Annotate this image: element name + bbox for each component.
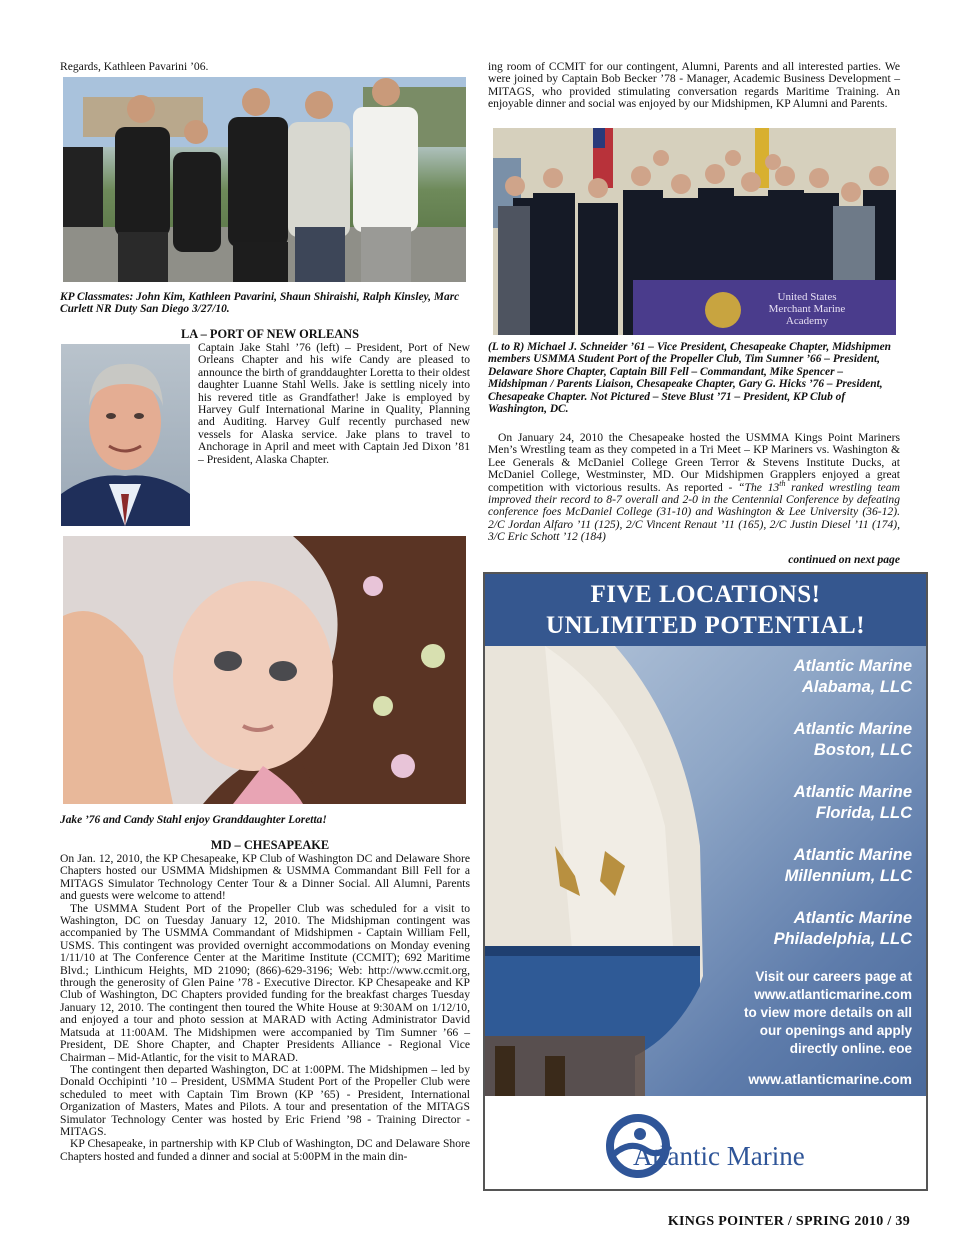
wrestling-quote-start: “The 13 bbox=[738, 480, 780, 494]
careers-line-2[interactable]: www.atlanticmarine.com bbox=[754, 987, 912, 1002]
ad-logo-area bbox=[485, 1096, 926, 1189]
ad-ship-panel bbox=[485, 646, 926, 1096]
academy-banner-text: United States Merchant Marine Academy bbox=[768, 291, 846, 327]
la-heading: LA – PORT OF NEW ORLEANS bbox=[181, 327, 359, 341]
location-alabama bbox=[712, 656, 912, 698]
ad-headline-2: UNLIMITED POTENTIAL! bbox=[545, 612, 866, 639]
classmates-photo bbox=[63, 77, 466, 282]
ad-website-link[interactable]: www.atlanticmarine.com bbox=[748, 1071, 912, 1087]
careers-line-5: directly online. eoe bbox=[789, 1041, 912, 1056]
location-philadelphia-line2: Philadelphia, LLC bbox=[773, 930, 912, 948]
md-paragraph-4: KP Chesapeake, in partnership with KP Club of Washington, DC and Delaware Shore Chapters hosted and funded a dinner and social at 5:00PM in the main din- bbox=[60, 1137, 470, 1163]
location-alabama-line2: Alabama, LLC bbox=[801, 678, 912, 696]
location-millennium-line1: Atlantic Marine bbox=[793, 846, 912, 864]
careers-line-4: our openings and apply bbox=[759, 1023, 912, 1038]
location-florida bbox=[712, 782, 912, 824]
ad-header bbox=[485, 574, 926, 646]
careers-text bbox=[682, 968, 912, 1058]
la-article-text: Captain Jake Stahl ’76 (left) – President, Port of New Orleans Chapter and his wife Candy are pleased to announce the birth of granddaughter Loretta to their oldest daughter Luanne Stahl Wells. Jake is settling nicely into his revered title as Grandfather! Jake is employed by Harvey Gulf International Marine in Quality, Planning and Auditing. Harvey Gulf recently purchased new vessels for Alaska service. Jake plans to travel to Anchorage in April and meet with Captain Jed Dixon ’81 – President, Alaska Chapter. bbox=[198, 341, 470, 466]
group-photo-caption: (L to R) Michael J. Schneider ’61 – Vice President, Chesapeake Chapter, Midshipmen members USMMA Student Port of the Propeller Club, Tim Sumner ’66 – President, Delaware Shore Chapter, Captain Bill Fell – Commandant, Mike Spencer – Midshipman / Parents Liaison, Chesapeake Chapter, Gary G. Hicks ’76 – President, Chesapeake Chapter. Not Pictured – Steve Blust ’71 – President, KP Club of Washington, DC. bbox=[488, 341, 891, 416]
granddaughter-caption: Jake ’76 and Candy Stahl enjoy Granddaughter Loretta! bbox=[60, 814, 327, 826]
careers-line-3: to view more details on all bbox=[743, 1005, 912, 1020]
wrestling-quote-sup: th bbox=[779, 478, 786, 488]
wrestling-text: On January 24, 2010 the Chesapeake hosted the USMMA Kings Point Mariners Men’s Wrestling team as they competed in a Tri Meet – KP Mariners vs. Washington & Lee Generals & McDaniel College Green Terror & Stevens Institute Ducks, at McDaniel College, Westminster, MD. Our Midshipmen Grapplers enjoyed a great competition with victorious results. As reported - bbox=[488, 431, 900, 494]
col2-continuation-text: ing room of CCMIT for our contingent, Alumni, Parents and all interested parties. We were joined by Captain Bob Becker ’78 - Manager, Academic Business Development – MITAGS, who provided stimulating conversation regards Maritime Training. An enjoyable dinner and social was enjoyed by our Midshipmen, KP Alumni and Parents. bbox=[488, 60, 900, 111]
atlantic-marine-logo-text: Atlantic Marine bbox=[633, 1141, 805, 1171]
md-paragraph-2: The USMMA Student Port of the Propeller Club was scheduled for a visit to Washington, DC on Tuesday January 12, 2010. The Midshipman contingent was accompanied by The USMMA Commandant of Midshipmen - Captain William Fell, USMS. This contingent was provided overnight accommodations on Monday evening 1/11/10 at The Conference Center at the Maritime Institute (CCMIT); 692 Maritime Blvd.; Linthicum Heights, MD 21090; (866)-629-3196; Web: http://www.ccmit.org, through the generosity of Glen Paine ’78 - Executive Director. KP Chesapeake and KP Club of Washington, DC Chapters provided funding for the breakfast charges Tuesday January 12, 2010. The contingent then toured the White House at 9:30AM on 1/12/10, and enjoyed a tour and photo session at MARAD with Acting Administrator David Matsuda at 11:00AM. The Midshipmen were accompanied by Tim Sumner ’66 – President, DE Shore Chapter, and Chapter Presidents Alliance - Regional Vice Chairman – Mid-Atlantic, for the visit to MARAD. bbox=[60, 901, 470, 1064]
md-heading: MD – CHESAPEAKE bbox=[210, 838, 330, 852]
md-paragraph-3: The contingent then departed Washington, DC at 1:00PM. The Midshipmen – led by Donald Occhipinti ’10 – President, USMMA Student Port of the Propeller Club were scheduled to meet with Captain Tim Brown (KP ’65) - President, International Organization of Masters, Mates and Pilots. A tour and presentation of the MITAGS Simulator Technology Center was hosted by Eric Friend ’98 - Training Director - MITAGS. bbox=[60, 1062, 470, 1138]
location-boston-line2: Boston, LLC bbox=[813, 741, 912, 759]
location-florida-line2: Florida, LLC bbox=[815, 804, 912, 822]
regards-line: Regards, Kathleen Pavarini ’06. bbox=[60, 60, 209, 73]
classmates-caption: KP Classmates: John Kim, Kathleen Pavarini, Shaun Shiraishi, Ralph Kinsley, Marc Curlett NR Duty San Diego 3/27/10. bbox=[60, 291, 460, 316]
atlantic-marine-ad bbox=[483, 572, 928, 1191]
location-boston bbox=[712, 719, 912, 761]
ad-headline-1: FIVE LOCATIONS! bbox=[590, 581, 821, 608]
page-footer: KINGS POINTER / SPRING 2010 / 39 bbox=[667, 1214, 910, 1229]
location-philadelphia-line1: Atlantic Marine bbox=[793, 909, 912, 927]
continued-note: continued on next page bbox=[788, 553, 900, 566]
md-article bbox=[60, 853, 470, 1163]
midshipmen-group-photo bbox=[493, 128, 896, 335]
location-alabama-line1: Atlantic Marine bbox=[793, 657, 912, 675]
md-paragraph-1: On Jan. 12, 2010, the KP Chesapeake, KP Club of Washington DC and Delaware Shore Chapters hosted our USMMA Midshipmen & USMMA Commandant Bill Fell for a MITAGS Simulator Technology Center Tour & a Dinner Social. All Alumni, Parents and guests were welcome to attend! bbox=[60, 852, 470, 903]
wrestling-quote-rest: ranked wrestling team improved their record to 8-7 overall and 2-0 in the Centennial Conference by defeating conference foes McDaniel College (31-10) and Washington & Lee University (36-12). 2/C Jordan Alfaro ’11 (125), 2/C Vincent Renaut ’11 (165), 2/C Justin Diesel ’11 (174), 3/C Eric Schott ’12 (184) bbox=[488, 480, 900, 544]
location-philadelphia bbox=[712, 908, 912, 950]
wrestling-article bbox=[488, 432, 900, 544]
location-florida-line1: Atlantic Marine bbox=[793, 783, 912, 801]
location-millennium-line2: Millennium, LLC bbox=[784, 867, 912, 885]
location-millennium bbox=[712, 845, 912, 887]
location-boston-line1: Atlantic Marine bbox=[793, 720, 912, 738]
jake-stahl-portrait bbox=[61, 344, 190, 526]
granddaughter-photo bbox=[63, 536, 466, 804]
careers-line-1: Visit our careers page at bbox=[755, 969, 912, 984]
